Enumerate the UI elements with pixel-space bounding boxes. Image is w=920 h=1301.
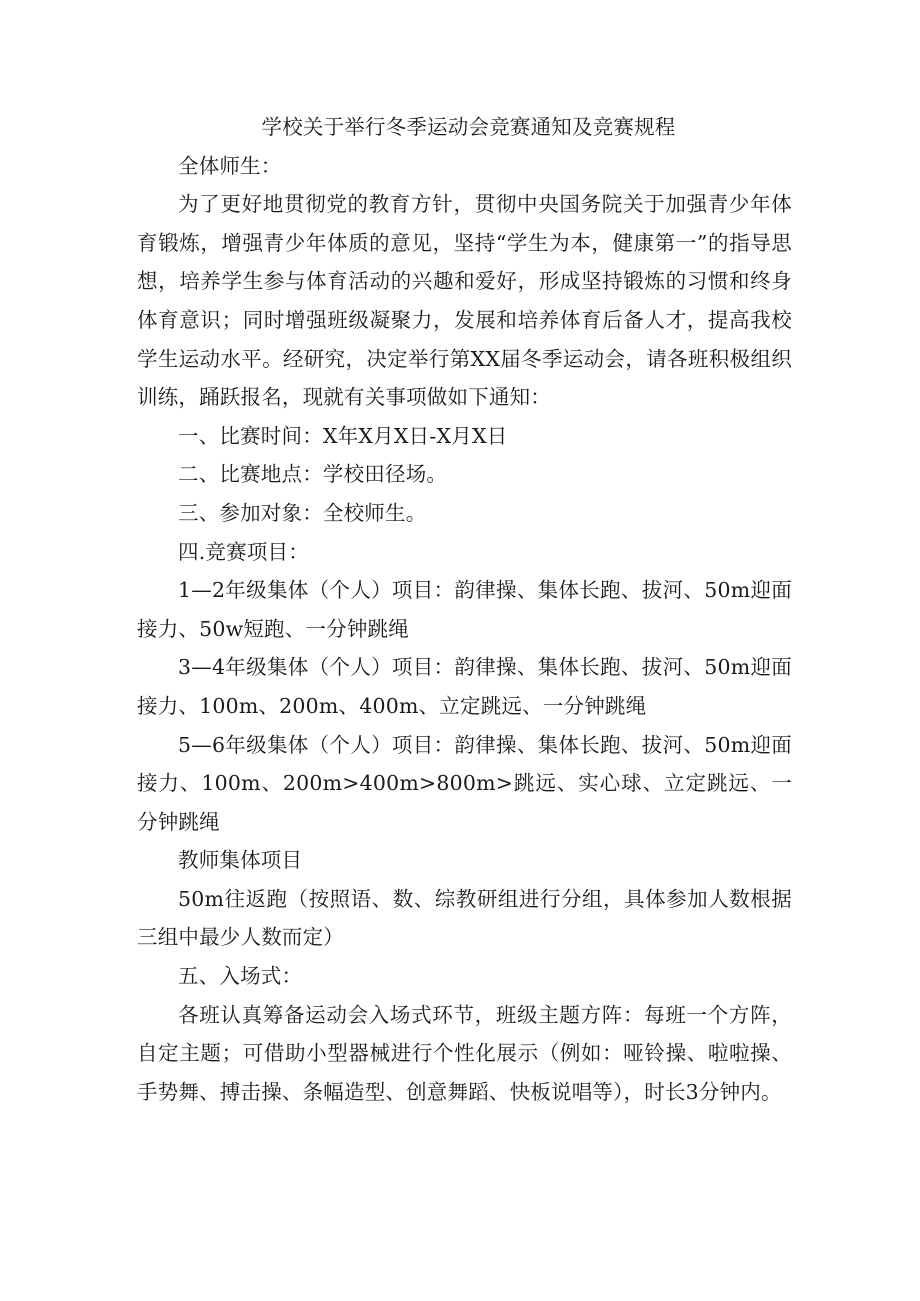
section-time: 一、比赛时间：X年X月X日-X月X日 <box>178 423 508 448</box>
document-body <box>137 108 792 1111</box>
document-title: 学校关于举行冬季运动会竞赛通知及竞赛规程 <box>261 115 676 139</box>
intro-paragraph: 为了更好地贯彻党的教育方针，贯彻中央国务院关于加强青少年体育锻炼，增强青少年体质的意见，坚持“学生为本，健康第一”的指导思想，培养学生参与体育活动的兴趣和爱好，形成坚持锻炼的习惯和终身体育意识；同时增强班级凝聚力，发展和培养体育后备人才，提高我校学生运动水平。经研究，决定举行第XX届冬季运动会，请各班积极组织训练，踊跃报名，现就有关事项做如下通知： <box>137 192 792 410</box>
salutation: 全体师生： <box>178 153 282 178</box>
section-opening-heading: 五、入场式： <box>178 964 303 989</box>
section-participants: 三、参加对象：全校师生。 <box>178 500 427 525</box>
events-grade-3-4: 3—4年级集体（个人）项目：韵律操、集体长跑、拔河、50m迎面接力、100m、200m、400m、立定跳远、一分钟跳绳 <box>137 655 792 718</box>
events-grade-1-2: 1—2年级集体（个人）项目：韵律操、集体长跑、拔河、50m迎面接力、50w短跑、一分钟跳绳 <box>137 578 792 641</box>
teacher-events: 50m往返跑（按照语、数、综教研组进行分组，具体参加人数根据三组中最少人数而定） <box>137 886 792 950</box>
teacher-events-heading: 教师集体项目 <box>178 848 303 873</box>
events-grade-5-6: 5—6年级集体（个人）项目：韵律操、集体长跑、拔河、50m迎面接力、100m、200m>400m>800m>跳远、实心球、立定跳远、一分钟跳绳 <box>137 732 792 834</box>
opening-ceremony-paragraph: 各班认真筹备运动会入场式环节，班级主题方阵：每班一个方阵，自定主题；可借助小型器械进行个性化展示（例如：哑铃操、啦啦操、手势舞、搏击操、条幅造型、创意舞蹈、快板说唱等），时长3分钟内。 <box>137 1002 792 1104</box>
section-location: 二、比赛地点：学校田径场。 <box>178 462 448 487</box>
section-events-heading: 四.竞赛项目： <box>178 539 309 564</box>
